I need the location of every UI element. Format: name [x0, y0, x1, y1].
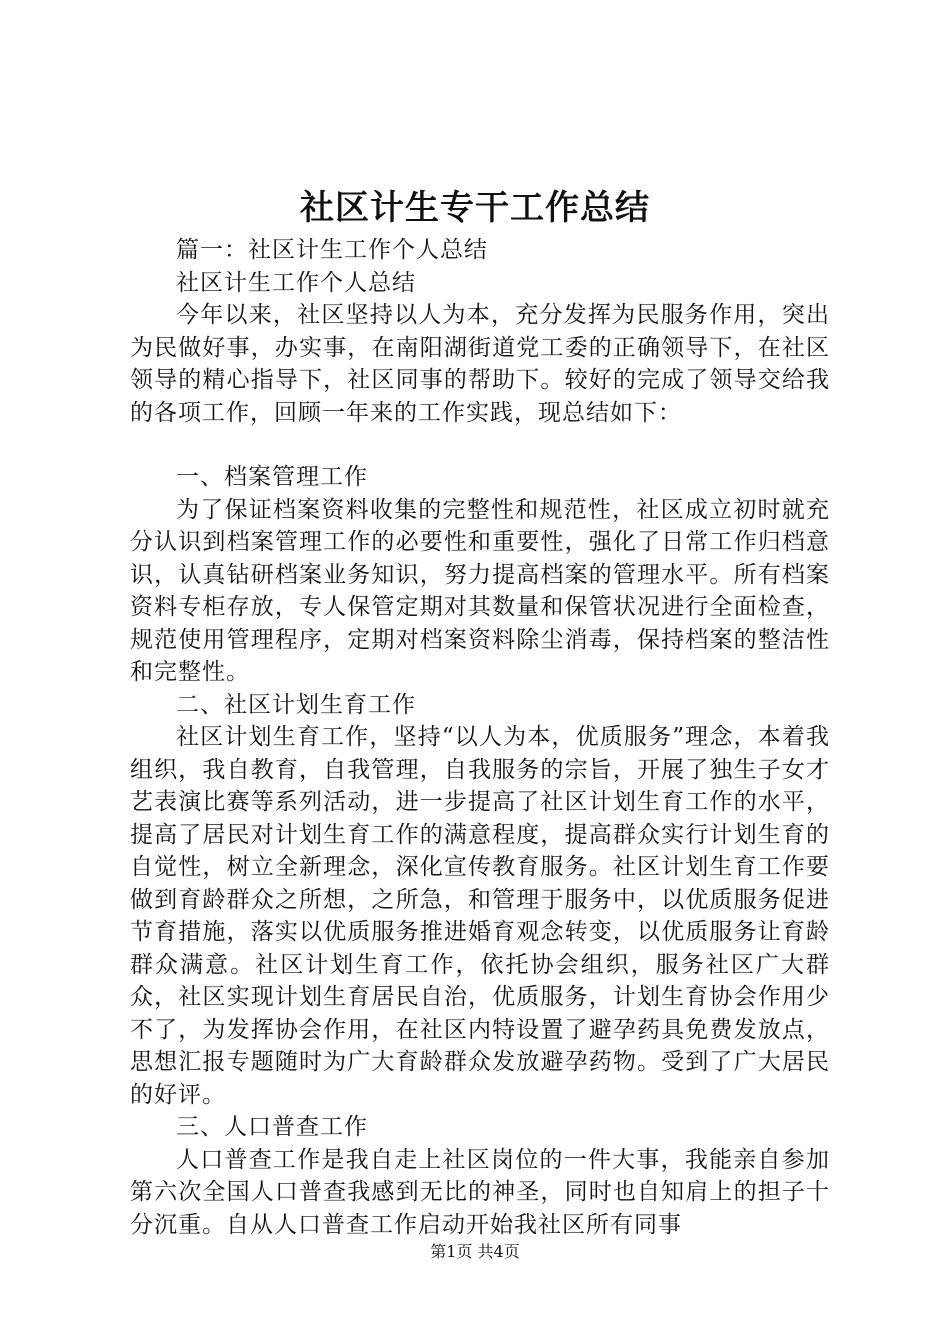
- page-number: 第1页 共4页: [430, 1242, 520, 1261]
- paragraph-archive-management: 为了保证档案资料收集的完整性和规范性，社区成立初时就充分认识到档案管理工作的必要性和重要性，强化了日常工作归档意识，认真钻研档案业务知识，努力提高档案的管理水平。所有档案资料专柜存放，专人保管定期对其数量和保管状况进行全面检查，规范使用管理程序，定期对档案资料除尘消毒，保持档案的整洁性和完整性。: [130, 496, 830, 685]
- heading-family-planning: 二、社区计划生育工作: [176, 691, 416, 718]
- subtitle: 社区计生工作个人总结: [176, 269, 416, 296]
- page-footer: [0, 1240, 950, 1264]
- section-heading: 篇一：社区计生工作个人总结: [176, 237, 488, 263]
- paragraph-intro: 今年以来，社区坚持以人为本，充分发挥为民服务作用，突出为民做好事，办实事，在南阳湖街道党工委的正确领导下，在社区领导的精心指导下，社区同事的帮助下。较好的完成了领导交给我的各项工作，回顾一年来的工作实践，现总结如下：: [130, 302, 830, 426]
- paragraph-family-planning: 社区计划生育工作，坚持“以人为本，优质服务”理念，本着我组织，我自教育，自我管理，自我服务的宗旨，开展了独生子女才艺表演比赛等系列活动，进一步提高了社区计划生育工作的水平，提高了居民对计划生育工作的满意程度，提高群众实行计划生育的自觉性，树立全新理念，深化宣传教育服务。社区计划生育工作要做到育龄群众之所想，之所急，和管理于服务中，以优质服务促进节育措施，落实以优质服务推进婚育观念转变，以优质服务让育龄群众满意。社区计划生育工作，依托协会组织，服务社区广大群众，社区实现计划生育居民自治，优质服务，计划生育协会作用少不了，为发挥协会作用，在社区内特设置了避孕药具免费发放点，思想汇报专题随时为广大育龄群众发放避孕药物。受到了广大居民的好评。: [130, 724, 830, 1108]
- document-body: [130, 234, 830, 1241]
- document-title: 社区计生专干工作总结: [300, 188, 650, 228]
- heading-census: 三、人口普查工作: [176, 1114, 368, 1140]
- paragraph-census: 人口普查工作是我自走上社区岗位的一件大事，我能亲自参加第六次全国人口普查我感到无比的神圣，同时也自知肩上的担子十分沉重。自从人口普查工作启动开始我社区所有同事: [130, 1146, 830, 1238]
- heading-archive-management: 一、档案管理工作: [176, 464, 368, 490]
